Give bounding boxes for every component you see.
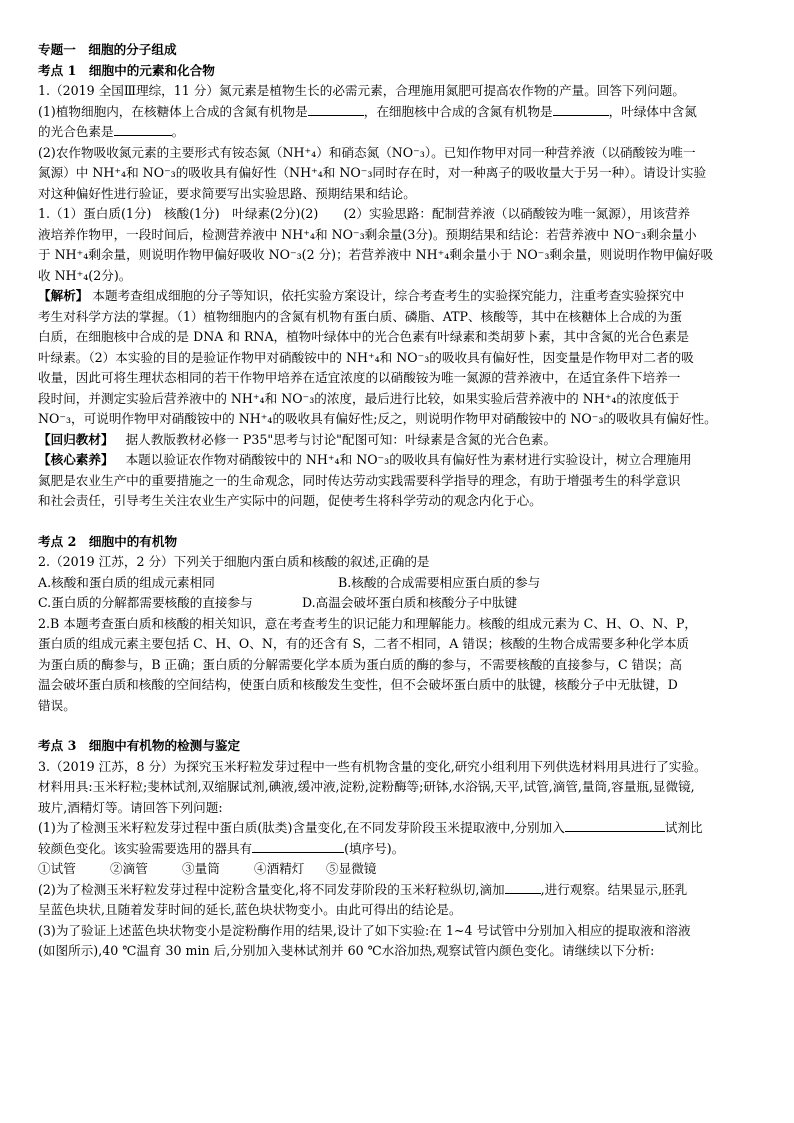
options-row — [38, 573, 762, 594]
analysis-line: 叶绿素。（2）本实验的目的是验证作物甲对硝酸铵中的 NH⁺₄和 NO⁻₃的吸收具有偏好性，因变量是作物甲对二者的吸 — [38, 349, 694, 365]
option-b[interactable]: B.核酸的合成需要相应蛋白质的参与 — [338, 574, 541, 590]
option-d[interactable]: D.高温会破坏蛋白质和核酸分子中肽键 — [302, 595, 518, 610]
q1-part1-cont: 的光合色素是 。 — [38, 124, 185, 139]
q3-part1: (1)为了检测玉米籽粒发芽过程中蛋白质(肽类)含量变化,在不同发芽阶段玉米提取液中,分别加入 试剂比 — [38, 820, 703, 835]
section2-heading: 考点 2 细胞中的有机物 — [38, 533, 178, 549]
q3-part2: (2)为了检测玉米籽粒发芽过程中淀粉含量变化,将不同发芽阶段的玉米籽粒纵切,滴加 ,进行观察。结果显示,胚乳 — [38, 881, 688, 897]
answer-line: 1.（1）蛋白质(1分) 核酸(1分) 叶绿素(2分)(2) (2）实验思路：配制营养液（以硝酸铵为唯一氮源），用该营养 — [38, 206, 691, 221]
answer-blank[interactable] — [114, 122, 172, 136]
analysis-line: NO⁻₃，可说明作物甲对硝酸铵中的 NH⁺₄的吸收具有偏好性;反之，则说明作物甲对硝酸铵中的 NO⁻₃的吸收具有偏好性。 — [38, 411, 717, 426]
tool-item: ②滴管 — [110, 861, 148, 876]
options-row — [38, 593, 762, 614]
answer-line: 液培养作物甲，一段时间后，检测营养液中 NH⁺₄和 NO⁻₃剩余量(3分)。预期结果和结论：若营养液中 NO⁻₃剩余量小 — [38, 226, 697, 242]
q3-part3-line: (3)为了验证上述蓝色块状物变小是淀粉酶作用的结果,设计了如下实验:在 1~4 号试管中分别加入相应的提取液和溶液 — [38, 922, 691, 938]
answer-line: 收 NH⁺₄(2分)。 — [38, 267, 132, 283]
q2-intro: 2.（2019 江苏，2 分）下列关于细胞内蛋白质和核酸的叙述,正确的是 — [38, 554, 430, 569]
materials-line: 材料用具:玉米籽粒;斐林试剂,双缩脲试剂,碘液,缓冲液,淀粉,淀粉酶等;研钵,水浴锅,天平,试管,滴管,量筒,容量瓶,显微镜, — [38, 779, 695, 794]
core-literacy-label: 【核心素养】 — [38, 452, 114, 467]
topic-title: 专题一 细胞的分子组成 — [38, 42, 177, 57]
answer-blank[interactable] — [553, 102, 609, 116]
answer-line: 2.B 本题考查蛋白质和核酸的相关知识，意在考查考生的识记能力和理解能力。核酸的组成元素为 C、H、O、N、P， — [38, 615, 698, 631]
analysis-label: 【解析】 — [38, 288, 89, 303]
answer-line: 蛋白质的组成元素主要包括 C、H、O、N，有的还含有 S，二者不相同，A 错误；核酸的生物合成需要多种化学本质 — [38, 636, 690, 651]
section1-heading: 考点 1 细胞中的元素和化合物 — [38, 62, 215, 78]
answer-blank[interactable] — [308, 102, 364, 116]
option-a[interactable]: A.核酸和蛋白质的组成元素相同 — [38, 574, 215, 590]
core-literacy-line: 【核心素养】 本题以验证农作物对硝酸铵中的 NH⁺₄和 NO⁻₃的吸收具有偏好性为素材进行实验设计，树立合理施用 — [38, 452, 692, 467]
document-page — [38, 40, 762, 962]
analysis-line: 【解析】 本题考查组成细胞的分子等知识，依托实验方案设计，综合考查考生的实验探究能力，注重考查实验探究中 — [38, 288, 685, 303]
q1-part2-line: 氮源）中 NH⁺₄和 NO⁻₃的吸收具有偏好性（NH⁺₄和 NO⁻₃同时存在时，对一种离子的吸收量大于另一种）。请设计实验 — [38, 165, 707, 180]
core-literacy-line: 氮肥是农业生产中的重要措施之一的生命观念，同时传达劳动实践需要科学指导的理念，有助于增强考生的科学意识 — [38, 472, 681, 488]
core-literacy-line: 和社会责任，引导考生关注农业生产实际中的问题，促使考生将科学劳动的观念内化于心。 — [38, 493, 542, 508]
q1-intro: 1.（2019 全国Ⅲ理综，11 分）氮元素是植物生长的必需元素，合理施用氮肥可提高农作物的产量。回答下列问题。 — [38, 83, 685, 98]
analysis-line: 段时间，并测定实验后营养液中的 NH⁺₄和 NO⁻₃的浓度，最后进行比较，如果实验后营养液中的 NH⁺₄的浓度低于 — [38, 390, 680, 406]
answer-blank[interactable] — [252, 839, 344, 853]
textbook-note: 【回归教材】 据人教版教材必修一 P35"思考与讨论"配图可知：叶绿素是含氮的光合色素。 — [38, 431, 557, 447]
answer-line: 温会破坏蛋白质和核酸的空间结构，使蛋白质和核酸发生变性，但不会破坏蛋白质中的肽键，核酸分子中无肽键，D — [38, 677, 678, 692]
q3-part3-line: (如图所示),40 ℃温育 30 min 后,分别加入斐林试剂并 60 ℃水浴加热,观察试管内颜色变化。请继续以下分析: — [38, 943, 655, 958]
textbook-label: 【回归教材】 — [38, 431, 114, 447]
analysis-line: 白质，在细胞核中合成的是 DNA 和 RNA，植物叶绿体中的光合色素有叶绿素和类胡萝卜素，其中含氮的光合色素是 — [38, 329, 690, 344]
answer-blank[interactable] — [565, 818, 665, 832]
q3-intro: 3.（2019 江苏，8 分）为探究玉米籽粒发芽过程中一些有机物含量的变化,研究小组利用下列供选材料用具进行了实验。 — [38, 758, 707, 774]
analysis-line: 考生对科学方法的掌握。（1）植物细胞内的含氮有机物有蛋白质、磷脂、ATP、核酸等，其中在核糖体上合成的为蛋 — [38, 308, 683, 324]
q1-part1: (1)植物细胞内，在核糖体上合成的含氮有机物是 ，在细胞核中合成的含氮有机物是 ，叶绿体中含氮 — [38, 103, 697, 119]
tool-options — [38, 859, 762, 880]
answer-line: 错误。 — [38, 697, 76, 713]
tool-item: ⑤显微镜 — [326, 861, 377, 876]
tool-item: ③量筒 — [182, 861, 220, 876]
tool-item: ④酒精灯 — [254, 861, 305, 876]
option-c[interactable]: C.蛋白质的分解都需要核酸的直接参与 — [38, 595, 253, 610]
q3-part1-cont: 较颜色变化。该实验需要选用的器具有 (填序号)。 — [38, 840, 405, 856]
q1-part2-line: 对这种偏好性进行验证，要求简要写出实验思路、预期结果和结论。 — [38, 185, 416, 201]
materials-line: 玻片,酒精灯等。请回答下列问题: — [38, 799, 223, 815]
section3-heading: 考点 3 细胞中有机物的检测与鉴定 — [38, 738, 241, 753]
answer-line: 为蛋白质的酶参与，B 正确；蛋白质的分解需要化学本质为蛋白质的酶的参与，不需要核酸的直接参与，C 错误；高 — [38, 656, 682, 672]
q3-part2-cont: 呈蓝色块状,且随着发芽时间的延长,蓝色块状物变小。由此可得出的结论是。 — [38, 902, 462, 917]
answer-line: 于 NH⁺₄剩余量，则说明作物甲偏好吸收 NO⁻₃(2 分)；若营养液中 NH⁺₄剩余量小于 NO⁻₃剩余量，则说明作物甲偏好吸 — [38, 247, 714, 262]
tool-item: ①试管 — [38, 861, 76, 876]
q1-part2-line: (2)农作物吸收氮元素的主要形式有铵态氮（NH⁺₄）和硝态氮（NO⁻₃）。已知作物甲对同一种营养液（以硝酸铵为唯一 — [38, 144, 696, 160]
analysis-line: 收量，因此可将生理状态相同的若干作物甲培养在适宜浓度的以硝酸铵为唯一氮源的营养液中，在适宜条件下培养一 — [38, 370, 681, 385]
answer-blank[interactable] — [505, 880, 541, 894]
